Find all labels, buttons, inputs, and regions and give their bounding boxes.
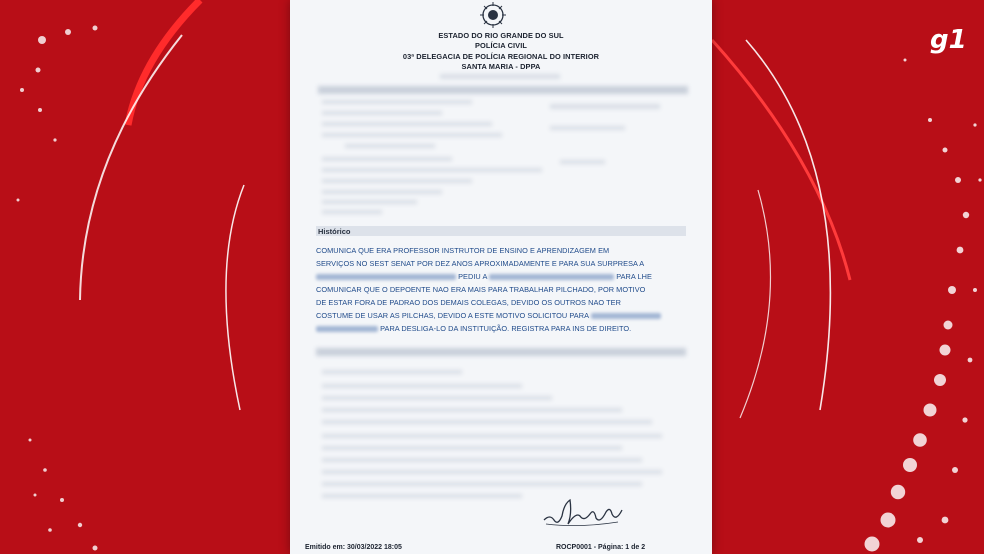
header-office: 03ª DELEGACIA DE POLÍCIA REGIONAL DO INTERIOR xyxy=(402,52,600,61)
page-number: ROCP0001 - Página: 1 de 2 xyxy=(556,544,646,551)
historico-bar xyxy=(316,226,686,236)
header-state: ESTADO DO RIO GRANDE DO SUL xyxy=(438,31,564,40)
header-agency: POLÍCIA CIVIL xyxy=(475,41,527,50)
police-report-document xyxy=(290,0,712,554)
historico-line-7 xyxy=(316,324,670,333)
redacted-name xyxy=(489,274,614,280)
redacted-name xyxy=(316,274,456,280)
historico-line-6 xyxy=(316,311,670,320)
historico-line-7-text: PARA DESLIGA-LO DA INSTITUIÇÃO. REGISTRA PARA INS DE DIREITO. xyxy=(380,324,632,333)
blurred-section-bar xyxy=(318,86,688,94)
issued-date: Emitido em: 30/03/2022 18:05 xyxy=(305,544,402,551)
g1-logo: g1 xyxy=(930,25,967,55)
historico-line-3-end: PARA LHE xyxy=(616,272,652,281)
redacted-name xyxy=(591,313,661,319)
redacted-name xyxy=(316,326,378,332)
historico-text xyxy=(316,238,682,334)
historico-line-1: COMUNICA QUE ERA PROFESSOR INSTRUTOR DE ENSINO E APRENDIZAGEM EM xyxy=(316,246,610,255)
state-emblem-icon xyxy=(480,2,506,28)
blurred-record-number xyxy=(440,74,560,79)
historico-line-4: COMUNICAR QUE O DEPOENTE NAO ERA MAIS PARA TRABALHAR PILCHADO, POR MOTIVO xyxy=(316,285,646,294)
historico-line-3-text: PEDIU A xyxy=(458,272,488,281)
historico-line-6-text: COSTUME DE USAR AS PILCHAS, DEVIDO A ESTE MOTIVO SOLICITOU PARA xyxy=(316,311,589,320)
historico-line-5: DE ESTAR FORA DE PADRAO DOS DEMAIS COLEGAS, DEVIDO OS OUTROS NAO TER xyxy=(316,298,621,307)
header-city: SANTA MARIA - DPPA xyxy=(461,62,541,71)
signature-icon xyxy=(540,494,630,534)
historico-line-2: SERVIÇOS NO SEST SENAT POR DEZ ANOS APROXIMADAMENTE E PARA SUA SURPRESA A xyxy=(316,259,645,268)
historico-line-3 xyxy=(316,272,670,281)
historico-title: Histórico xyxy=(318,227,351,236)
